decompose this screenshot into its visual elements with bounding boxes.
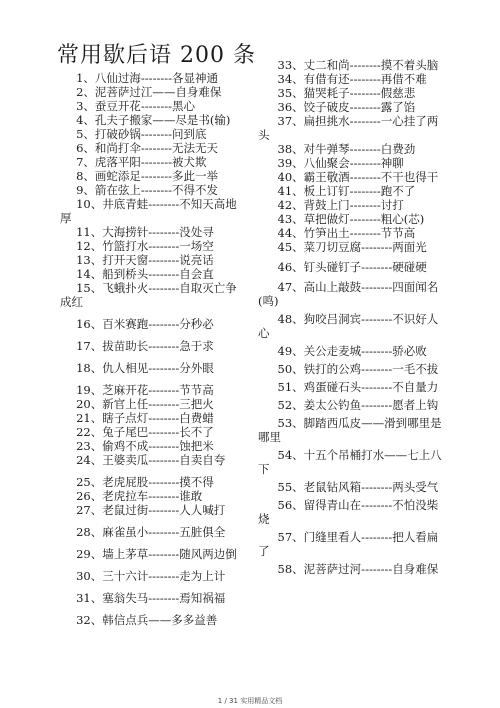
proverb-entry: 56、留得青山在--------不怕没柴烧 xyxy=(258,498,439,526)
proverb-entry: 30、三十六计--------走为上计 xyxy=(76,569,226,583)
proverb-entry: 1、八仙过海--------各显神通 xyxy=(76,71,218,85)
proverb-entry: 27、老鼠过街--------人人喊打 xyxy=(76,503,226,517)
proverb-entry: 44、竹笋出土--------节节高 xyxy=(277,226,416,240)
proverb-entry: 35、猫哭耗子--------假慈悲 xyxy=(277,86,416,100)
page-footer: 1 / 31 实用精品文档 xyxy=(217,697,283,705)
proverb-entry: 7、虎落平阳--------被犬欺 xyxy=(76,155,207,169)
proverb-entry: 3、蚕豆开花--------黑心 xyxy=(76,99,195,113)
proverb-entry: 2、泥菩萨过江——自身难保 xyxy=(76,85,222,99)
proverb-entry: 21、瞎子点灯--------白费蜡 xyxy=(76,411,214,425)
proverb-entry: 6、和尚打伞--------无法无天 xyxy=(76,141,218,155)
proverb-entry: 29、墙上茅草--------随风两边倒 xyxy=(76,547,237,561)
proverb-entry: 12、竹篮打水--------一场空 xyxy=(76,239,214,253)
proverb-entry: 43、草把做灯--------粗心(芯) xyxy=(277,212,425,226)
proverb-entry: 10、井底青蛙--------不知天高地厚 xyxy=(60,197,237,225)
proverb-entry: 41、板上订钉--------跑不了 xyxy=(277,184,416,198)
proverb-entry: 20、新官上任--------三把火 xyxy=(76,397,214,411)
proverb-entry: 11、大海捞针--------没处寻 xyxy=(76,225,214,239)
proverb-entry: 26、老虎拉车--------谁敢 xyxy=(76,489,203,503)
proverb-entry: 31、塞翁失马--------焉知祸福 xyxy=(76,591,226,605)
proverb-entry: 42、背鼓上门--------讨打 xyxy=(277,198,404,212)
proverb-entry: 24、王婆卖瓜--------自卖自夸 xyxy=(76,453,226,467)
right-column xyxy=(258,58,446,576)
proverb-entry: 45、菜刀切豆腐--------两面光 xyxy=(277,240,427,254)
proverb-entry: 22、兔子尾巴--------长不了 xyxy=(76,425,214,439)
proverb-entry: 39、八仙聚会--------神聊 xyxy=(277,156,404,170)
left-column xyxy=(60,71,240,627)
proverb-entry: 14、船到桥头--------自会直 xyxy=(76,267,214,281)
proverb-entry: 54、十五个吊桶打水——七上八下 xyxy=(258,448,442,476)
proverb-entry: 32、韩信点兵——多多益善 xyxy=(76,613,218,627)
proverb-entry: 34、有借有还--------再借不难 xyxy=(277,72,427,86)
proverb-entry: 58、泥菩萨过河--------自身难保 xyxy=(277,562,439,576)
proverb-entry: 23、偷鸡不成--------蚀把米 xyxy=(76,439,214,453)
proverb-entry: 53、脚踏西瓜皮——滑到哪里是哪里 xyxy=(258,416,442,444)
proverb-entry: 5、打破砂锅--------问到底 xyxy=(76,127,207,141)
proverb-entry: 37、扁担挑水--------一心挂了两头 xyxy=(258,114,439,142)
proverb-entry: 47、高山上敲鼓--------四面闻名(鸣) xyxy=(258,280,439,308)
proverb-entry: 49、关公走麦城--------骄必败 xyxy=(277,344,427,358)
proverb-entry: 46、钉头碰钉子--------硬碰硬 xyxy=(277,260,427,274)
proverb-entry: 55、老鼠钻风箱--------两头受气 xyxy=(277,480,439,494)
proverb-entry: 8、画蛇添足--------多此一举 xyxy=(76,169,218,183)
proverb-entry: 38、对牛弹琴--------白费劲 xyxy=(277,142,416,156)
proverb-entry: 50、铁打的公鸡--------一毛不拔 xyxy=(277,362,439,376)
proverb-entry: 13、打开天窗--------说亮话 xyxy=(76,253,214,267)
proverb-entry: 48、狗咬吕洞宾--------不识好人心 xyxy=(258,312,439,340)
proverb-entry: 40、霸王敬酒--------不干也得干 xyxy=(277,170,439,184)
page-title: 常用歇后语 200 条 xyxy=(57,43,256,68)
proverb-entry: 33、丈二和尚--------摸不着头脑 xyxy=(277,58,439,72)
proverb-entry: 51、鸡蛋碰石头--------不自量力 xyxy=(277,380,439,394)
proverb-entry: 57、门缝里看人--------把人看扁了 xyxy=(258,530,439,558)
proverb-entry: 17、拔苗助长--------急于求 xyxy=(76,339,214,353)
proverb-entry: 25、老虎屁股--------摸不得 xyxy=(76,475,214,489)
proverb-entry: 9、箭在弦上--------不得不发 xyxy=(76,183,218,197)
proverb-entry: 36、饺子破皮--------露了馅 xyxy=(277,100,416,114)
proverb-entry: 28、麻雀虽小--------五脏俱全 xyxy=(76,525,226,539)
proverb-entry: 19、芝麻开花--------节节高 xyxy=(76,383,214,397)
proverb-entry: 52、姜太公钓鱼--------愿者上钩 xyxy=(277,398,439,412)
proverb-entry: 16、百米赛跑--------分秒必 xyxy=(76,317,214,331)
proverb-entry: 18、仇人相见--------分外眼 xyxy=(76,361,214,375)
proverb-entry: 4、孔夫子搬家——尽是书(输) xyxy=(76,113,231,127)
proverb-entry: 15、飞蛾扑火--------自取灭亡争成红 xyxy=(60,281,237,309)
